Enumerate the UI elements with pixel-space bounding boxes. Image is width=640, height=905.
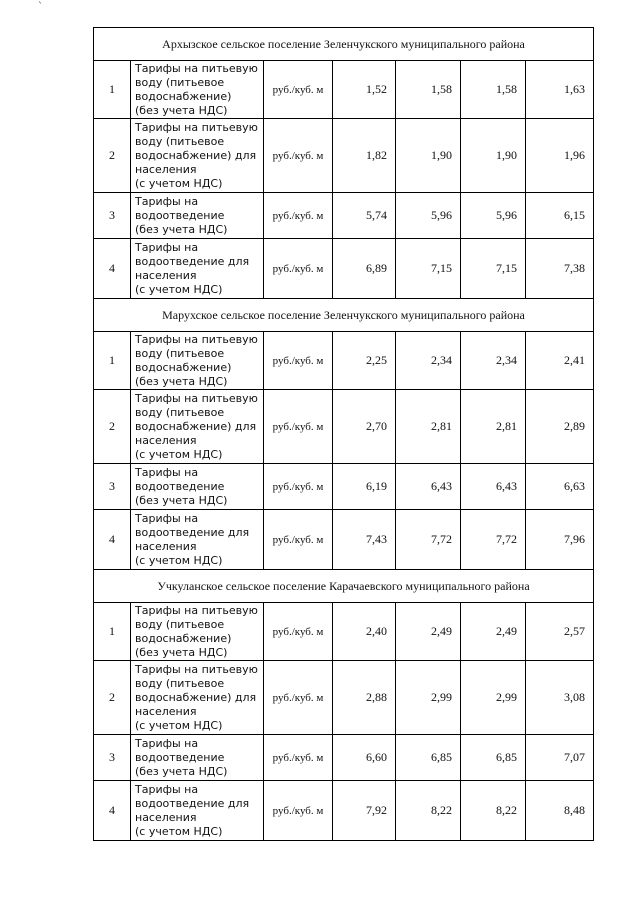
tariff-value: 8,22 bbox=[461, 781, 526, 841]
tariff-description: Тарифы на питьевую воду (питьевое водоснабжение) для населения (с учетом НДС) bbox=[131, 119, 264, 193]
tariff-value: 6,85 bbox=[396, 735, 461, 781]
tariff-value: 5,96 bbox=[461, 193, 526, 239]
unit-cell: руб./куб. м bbox=[264, 464, 333, 510]
tariff-value: 2,88 bbox=[333, 661, 396, 735]
unit-cell: руб./куб. м bbox=[264, 390, 333, 464]
section-header-row bbox=[94, 28, 594, 61]
tariff-value: 8,22 bbox=[396, 781, 461, 841]
tariff-value: 6,89 bbox=[333, 239, 396, 299]
tariff-value: 2,49 bbox=[396, 603, 461, 661]
table-row bbox=[94, 603, 594, 661]
tariff-value: 2,70 bbox=[333, 390, 396, 464]
tariff-value: 3,08 bbox=[526, 661, 594, 735]
tariff-table-body bbox=[94, 28, 594, 841]
tariff-value: 7,38 bbox=[526, 239, 594, 299]
tariff-description: Тарифы на водоотведение для населения (с учетом НДС) bbox=[131, 781, 264, 841]
tariff-value: 2,40 bbox=[333, 603, 396, 661]
row-number: 3 bbox=[94, 735, 131, 781]
tariff-value: 2,81 bbox=[461, 390, 526, 464]
tariff-value: 2,99 bbox=[461, 661, 526, 735]
row-number: 2 bbox=[94, 661, 131, 735]
tariff-value: 7,92 bbox=[333, 781, 396, 841]
table-row bbox=[94, 781, 594, 841]
unit-cell: руб./куб. м bbox=[264, 61, 333, 119]
corner-mark: ` bbox=[38, 2, 43, 13]
tariff-value: 2,41 bbox=[526, 332, 594, 390]
unit-cell: руб./куб. м bbox=[264, 239, 333, 299]
table-row bbox=[94, 735, 594, 781]
row-number: 3 bbox=[94, 464, 131, 510]
tariff-value: 1,63 bbox=[526, 61, 594, 119]
unit-cell: руб./куб. м bbox=[264, 781, 333, 841]
tariff-value: 2,25 bbox=[333, 332, 396, 390]
tariff-value: 1,96 bbox=[526, 119, 594, 193]
tariff-value: 2,57 bbox=[526, 603, 594, 661]
table-row bbox=[94, 464, 594, 510]
tariff-value: 1,52 bbox=[333, 61, 396, 119]
tariff-description: Тарифы на водоотведение (без учета НДС) bbox=[131, 464, 264, 510]
tariff-value: 6,43 bbox=[461, 464, 526, 510]
tariff-value: 2,89 bbox=[526, 390, 594, 464]
unit-cell: руб./куб. м bbox=[264, 332, 333, 390]
row-number: 1 bbox=[94, 61, 131, 119]
table-row bbox=[94, 61, 594, 119]
table-row bbox=[94, 510, 594, 570]
tariff-value: 7,96 bbox=[526, 510, 594, 570]
tariff-value: 2,99 bbox=[396, 661, 461, 735]
tariff-description: Тарифы на питьевую воду (питьевое водоснабжение) (без учета НДС) bbox=[131, 332, 264, 390]
tariff-value: 7,43 bbox=[333, 510, 396, 570]
table-row bbox=[94, 390, 594, 464]
section-header-row bbox=[94, 299, 594, 332]
tariff-value: 7,07 bbox=[526, 735, 594, 781]
tariff-description: Тарифы на водоотведение (без учета НДС) bbox=[131, 193, 264, 239]
tariff-value: 1,90 bbox=[461, 119, 526, 193]
tariff-description: Тарифы на питьевую воду (питьевое водоснабжение) (без учета НДС) bbox=[131, 603, 264, 661]
row-number: 3 bbox=[94, 193, 131, 239]
unit-cell: руб./куб. м bbox=[264, 661, 333, 735]
tariff-description: Тарифы на питьевую воду (питьевое водоснабжение) для населения (с учетом НДС) bbox=[131, 661, 264, 735]
section-header-row bbox=[94, 570, 594, 603]
tariff-description: Тарифы на питьевую воду (питьевое водоснабжение) для населения (с учетом НДС) bbox=[131, 390, 264, 464]
section-title: Марухское сельское поселение Зеленчукского муниципального района bbox=[94, 299, 594, 332]
row-number: 4 bbox=[94, 239, 131, 299]
table-row bbox=[94, 119, 594, 193]
tariff-value: 6,19 bbox=[333, 464, 396, 510]
tariff-value: 6,43 bbox=[396, 464, 461, 510]
tariff-value: 7,72 bbox=[396, 510, 461, 570]
tariff-value: 2,34 bbox=[396, 332, 461, 390]
row-number: 4 bbox=[94, 781, 131, 841]
row-number: 4 bbox=[94, 510, 131, 570]
tariff-value: 2,81 bbox=[396, 390, 461, 464]
tariff-value: 1,58 bbox=[461, 61, 526, 119]
section-title: Учкуланское сельское поселение Карачаевского муниципального района bbox=[94, 570, 594, 603]
tariff-value: 2,34 bbox=[461, 332, 526, 390]
row-number: 1 bbox=[94, 332, 131, 390]
tariff-value: 6,85 bbox=[461, 735, 526, 781]
tariff-value: 6,60 bbox=[333, 735, 396, 781]
tariff-value: 5,74 bbox=[333, 193, 396, 239]
unit-cell: руб./куб. м bbox=[264, 603, 333, 661]
tariff-value: 1,58 bbox=[396, 61, 461, 119]
table-row bbox=[94, 661, 594, 735]
tariff-value: 6,15 bbox=[526, 193, 594, 239]
table-row bbox=[94, 332, 594, 390]
tariff-value: 1,82 bbox=[333, 119, 396, 193]
tariff-value: 7,15 bbox=[461, 239, 526, 299]
tariff-description: Тарифы на водоотведение (без учета НДС) bbox=[131, 735, 264, 781]
tariff-value: 5,96 bbox=[396, 193, 461, 239]
tariff-value: 8,48 bbox=[526, 781, 594, 841]
tariff-description: Тарифы на водоотведение для населения (с учетом НДС) bbox=[131, 239, 264, 299]
unit-cell: руб./куб. м bbox=[264, 119, 333, 193]
row-number: 1 bbox=[94, 603, 131, 661]
tariff-value: 7,72 bbox=[461, 510, 526, 570]
table-row bbox=[94, 193, 594, 239]
tariff-value: 1,90 bbox=[396, 119, 461, 193]
tariff-value: 7,15 bbox=[396, 239, 461, 299]
row-number: 2 bbox=[94, 390, 131, 464]
tariff-value: 6,63 bbox=[526, 464, 594, 510]
tariff-description: Тарифы на водоотведение для населения (с учетом НДС) bbox=[131, 510, 264, 570]
unit-cell: руб./куб. м bbox=[264, 735, 333, 781]
table-row bbox=[94, 239, 594, 299]
unit-cell: руб./куб. м bbox=[264, 510, 333, 570]
tariff-description: Тарифы на питьевую воду (питьевое водоснабжение) (без учета НДС) bbox=[131, 61, 264, 119]
tariff-value: 2,49 bbox=[461, 603, 526, 661]
section-title: Архызское сельское поселение Зеленчукского муниципального района bbox=[94, 28, 594, 61]
row-number: 2 bbox=[94, 119, 131, 193]
unit-cell: руб./куб. м bbox=[264, 193, 333, 239]
tariff-table bbox=[93, 27, 594, 841]
